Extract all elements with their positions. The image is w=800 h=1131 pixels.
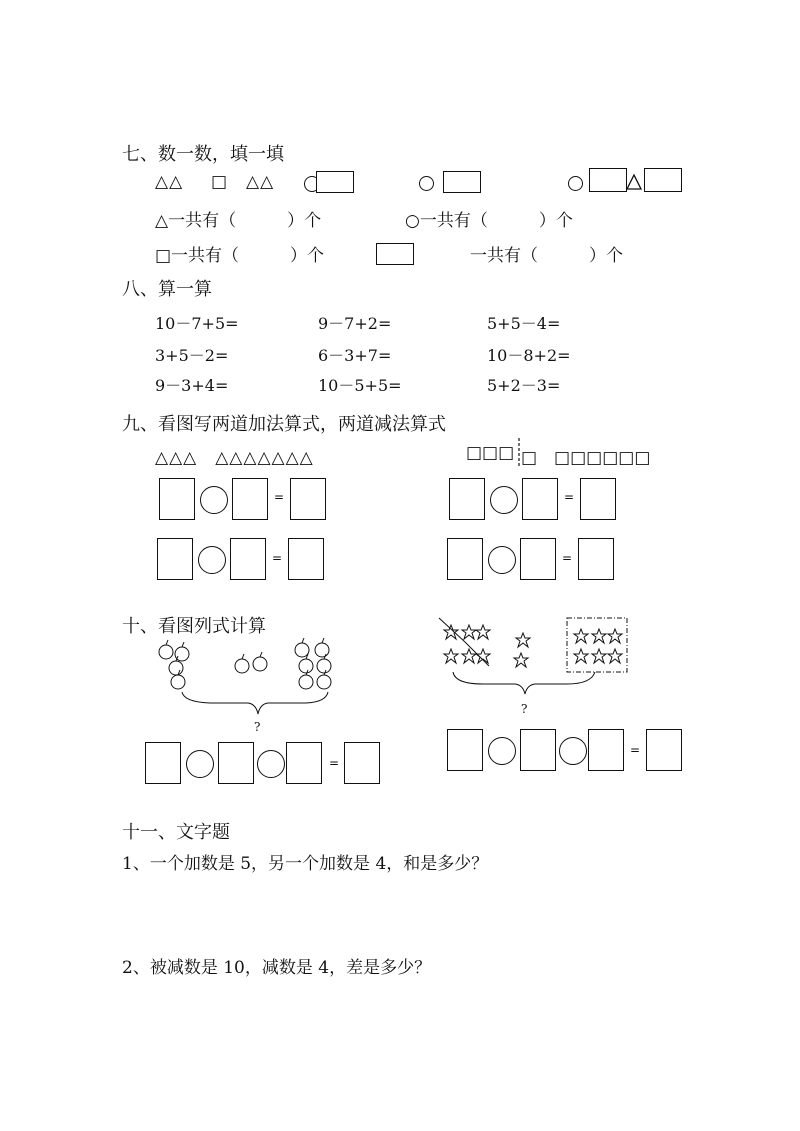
answer-box[interactable] (288, 538, 324, 580)
apple-icon (169, 656, 183, 675)
answer-box[interactable] (588, 729, 624, 771)
star-icon (516, 633, 530, 647)
star-icon (592, 649, 606, 663)
equals-sign: = (564, 490, 575, 504)
square-shape: □ (211, 172, 229, 192)
brace-line (453, 672, 595, 694)
star-icon (462, 625, 476, 639)
section-8-title: 八、算一算 (122, 279, 212, 300)
answer-box[interactable] (522, 478, 558, 520)
brace-line (182, 692, 328, 714)
apple-icon (235, 654, 249, 673)
answer-box[interactable] (230, 538, 266, 580)
star-icon (574, 629, 588, 643)
answer-box[interactable] (344, 742, 380, 784)
circle-count-line: ○一共有（ ）个 (405, 211, 573, 231)
calc-item: 6－3+7= (318, 346, 392, 365)
section-7-title: 七、数一数，填一填 (122, 144, 284, 165)
star-icon (476, 649, 490, 663)
apple-icon (295, 638, 309, 657)
star-icon (444, 649, 458, 663)
rect-shape (316, 171, 354, 193)
triangle-group: △△△ △△△△△△△ (155, 448, 314, 468)
star-icon (476, 625, 490, 639)
apple-icon (315, 638, 329, 657)
equals-sign: = (272, 551, 283, 565)
crossout-line (439, 618, 465, 642)
calc-item: 10－5+5= (318, 376, 402, 395)
operator-circle[interactable] (559, 737, 587, 765)
question-mark: ? (521, 702, 528, 716)
word-problem-1: 1、一个加数是 5，另一个加数是 4，和是多少？ (122, 854, 489, 874)
answer-box[interactable] (286, 742, 322, 784)
rect-shape (443, 171, 481, 193)
operator-circle[interactable] (488, 546, 516, 574)
calc-item: 10－8+2= (487, 346, 571, 365)
calc-item: 3+5－2= (155, 346, 229, 365)
circle-shape (568, 176, 583, 191)
equals-sign: = (274, 490, 285, 504)
answer-box[interactable] (159, 478, 195, 520)
calc-item: 5+5－4= (487, 314, 561, 333)
circle-shape (419, 176, 434, 191)
calc-item: 9－7+2= (318, 314, 392, 333)
answer-box[interactable] (157, 538, 193, 580)
square-group-b: □ □□□□□□ (521, 448, 651, 468)
answer-box[interactable] (520, 729, 556, 771)
square-count-line: □一共有（ ）个 (155, 246, 325, 266)
star-icon (574, 649, 588, 663)
section-10-title: 十、看图列式计算 (122, 616, 266, 637)
triangle-count-line: △一共有（ ）个 (155, 211, 322, 231)
answer-box[interactable] (520, 538, 556, 580)
star-icon (514, 653, 528, 667)
answer-box[interactable] (578, 538, 614, 580)
answer-box[interactable] (145, 742, 181, 784)
equals-sign: = (562, 551, 573, 565)
section-11-title: 十一、文字题 (122, 822, 230, 843)
apple-icon (171, 670, 185, 689)
operator-circle[interactable] (257, 750, 285, 778)
operator-circle[interactable] (186, 750, 214, 778)
triangle-shape (626, 174, 642, 190)
calc-item: 5+2－3= (487, 376, 561, 395)
star-icon (592, 629, 606, 643)
equals-sign: = (329, 756, 340, 770)
star-icon (608, 649, 622, 663)
apples-illustration (150, 636, 350, 736)
operator-circle[interactable] (488, 737, 516, 765)
section-9-title: 九、看图写两道加法算式，两道减法算式 (122, 414, 446, 435)
apple-icon (159, 640, 173, 659)
star-icon (608, 629, 622, 643)
rect-shape (376, 243, 414, 265)
operator-circle[interactable] (198, 546, 226, 574)
rect-shape (644, 168, 682, 192)
star-icon (444, 625, 458, 639)
answer-box[interactable] (218, 742, 254, 784)
question-mark: ? (254, 720, 261, 734)
rect-shape (589, 168, 627, 192)
apple-icon (253, 652, 267, 671)
stars-illustration (435, 612, 635, 712)
answer-box[interactable] (646, 729, 682, 771)
answer-box[interactable] (447, 729, 483, 771)
triangle-pair-2: △△ (246, 172, 275, 192)
equals-sign: = (630, 743, 641, 757)
calc-item: 10－7+5= (155, 314, 239, 333)
square-group-a: □□□ (466, 443, 515, 463)
calc-item: 9－3+4= (155, 376, 229, 395)
operator-circle[interactable] (200, 486, 228, 514)
operator-circle[interactable] (490, 486, 518, 514)
answer-box[interactable] (232, 478, 268, 520)
answer-box[interactable] (580, 478, 616, 520)
word-problem-2: 2、被减数是 10，减数是 4，差是多少？ (122, 958, 432, 978)
dashed-frame (567, 618, 627, 672)
rect-count-line: 一共有（ ）个 (470, 246, 623, 266)
triangle-pair-1: △△ (155, 172, 184, 192)
answer-box[interactable] (447, 538, 483, 580)
answer-box[interactable] (290, 478, 326, 520)
answer-box[interactable] (449, 478, 485, 520)
